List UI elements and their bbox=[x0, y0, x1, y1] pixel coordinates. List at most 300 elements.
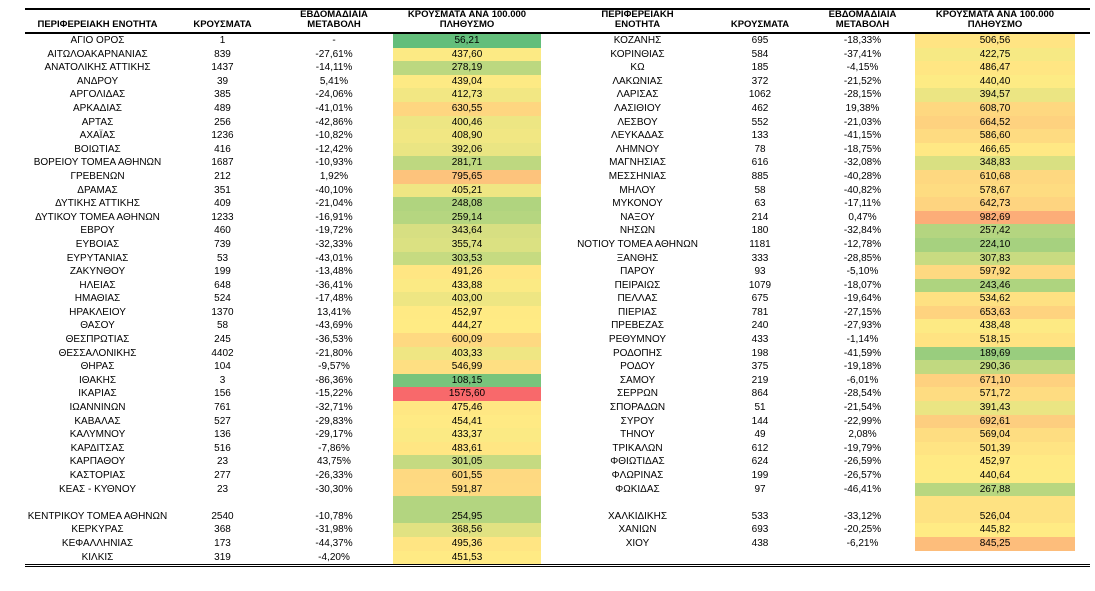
cell-cases bbox=[170, 496, 275, 510]
table-row bbox=[565, 537, 1075, 551]
cell-per-100k: 506,56 bbox=[915, 34, 1075, 48]
table-row bbox=[25, 265, 541, 279]
table-row bbox=[565, 469, 1075, 483]
column-header-per-100k-label: ΚΡΟΥΣΜΑΤΑ ΑΝΑ 100.000 ΠΛΗΘΥΣΜΟ bbox=[407, 9, 527, 30]
cell-region: ΒΟΙΩΤΙΑΣ bbox=[74, 143, 121, 155]
cell-per-100k: 610,68 bbox=[915, 170, 1075, 184]
cell-weekly-change: -37,41% bbox=[843, 48, 882, 60]
cell-per-100k: 486,47 bbox=[915, 61, 1075, 75]
table-row bbox=[565, 347, 1075, 361]
table-row bbox=[565, 496, 1075, 510]
table-row bbox=[25, 510, 541, 524]
table-row bbox=[25, 537, 541, 551]
cell-cases: 839 bbox=[214, 48, 231, 60]
cell-region bbox=[25, 496, 170, 510]
cell-weekly-change: -32,08% bbox=[843, 157, 882, 169]
table-row bbox=[565, 360, 1075, 374]
left-table-header bbox=[25, 10, 541, 30]
table-row bbox=[565, 374, 1075, 388]
cell-weekly-change: 13,41% bbox=[317, 306, 351, 318]
cell-per-100k: 591,87 bbox=[393, 483, 541, 497]
table-row bbox=[25, 156, 541, 170]
cell-per-100k: 408,90 bbox=[393, 129, 541, 143]
table-body-band bbox=[25, 34, 1090, 564]
cell-region: ΚΙΛΚΙΣ bbox=[81, 551, 114, 563]
cell-weekly-change bbox=[810, 551, 915, 565]
cell-cases: 256 bbox=[214, 116, 231, 128]
cell-weekly-change: -17,48% bbox=[315, 293, 353, 305]
cell-per-100k: 501,39 bbox=[915, 442, 1075, 456]
cell-cases: 693 bbox=[751, 524, 769, 536]
cell-per-100k: 475,46 bbox=[393, 401, 541, 415]
cell-cases: 4402 bbox=[211, 347, 234, 359]
cell-cases: 2540 bbox=[211, 510, 234, 522]
cell-cases: 219 bbox=[751, 374, 769, 386]
cell-per-100k: 586,60 bbox=[915, 129, 1075, 143]
cell-weekly-change: -17,11% bbox=[844, 198, 881, 210]
cell-region: ΛΕΥΚΑΔΑΣ bbox=[611, 130, 664, 142]
cell-weekly-change: -27,93% bbox=[843, 320, 882, 332]
cell-weekly-change: -15,22% bbox=[315, 388, 353, 400]
cell-per-100k: 451,53 bbox=[393, 551, 541, 565]
cell-per-100k bbox=[393, 496, 541, 510]
column-header-region-label: ΠΕΡΙΦΕΡΕΙΑΚΗ ΕΝΟΤΗΤΑ bbox=[37, 19, 158, 30]
cell-per-100k: 1575,60 bbox=[393, 387, 541, 401]
cell-cases: 240 bbox=[751, 320, 769, 332]
cell-per-100k: 403,33 bbox=[393, 347, 541, 361]
table-row bbox=[565, 442, 1075, 456]
table-row bbox=[25, 360, 541, 374]
table-row bbox=[25, 551, 541, 565]
cell-per-100k: 437,60 bbox=[393, 48, 541, 62]
table-row bbox=[565, 510, 1075, 524]
cell-region: ΑΧΑΪΑΣ bbox=[79, 130, 116, 142]
cell-weekly-change: -21,54% bbox=[843, 402, 882, 414]
cell-region: ΚΕΡΚΥΡΑΣ bbox=[71, 524, 124, 536]
cell-weekly-change: -19,72% bbox=[315, 225, 353, 237]
cell-weekly-change: -13,48% bbox=[315, 266, 353, 278]
cell-weekly-change: -43,69% bbox=[315, 320, 353, 332]
cell-cases bbox=[710, 496, 810, 510]
cell-per-100k: 491,26 bbox=[393, 265, 541, 279]
table-row bbox=[25, 102, 541, 116]
cell-region: ΜΑΓΝΗΣΙΑΣ bbox=[609, 157, 666, 169]
cell-cases: 185 bbox=[751, 62, 769, 74]
cell-per-100k: 495,36 bbox=[393, 537, 541, 551]
cell-weekly-change: -5,10% bbox=[846, 266, 879, 278]
table-row bbox=[565, 523, 1075, 537]
cell-weekly-change: -41,01% bbox=[315, 102, 353, 114]
cell-per-100k: 664,52 bbox=[915, 116, 1075, 130]
table-row bbox=[565, 333, 1075, 347]
cell-weekly-change: -4,15% bbox=[846, 62, 879, 74]
cell-per-100k: 526,04 bbox=[915, 510, 1075, 524]
cell-weekly-change: -10,78% bbox=[315, 510, 353, 522]
cell-weekly-change: -29,17% bbox=[315, 429, 353, 441]
cell-cases: 489 bbox=[214, 102, 231, 114]
cell-weekly-change: 1,92% bbox=[319, 170, 349, 182]
cell-weekly-change: 43,75% bbox=[317, 456, 351, 468]
table-row bbox=[565, 211, 1075, 225]
cell-per-100k: 400,46 bbox=[393, 116, 541, 130]
cell-region: ΧΑΝΙΩΝ bbox=[618, 524, 657, 536]
cell-per-100k: 466,65 bbox=[915, 143, 1075, 157]
cell-region: ΚΕΝΤΡΙΚΟΥ ΤΟΜΕΑ ΑΘΗΝΩΝ bbox=[27, 510, 168, 522]
table-row bbox=[565, 428, 1075, 442]
cell-region: ΚΑΡΠΑΘΟΥ bbox=[69, 456, 126, 468]
cell-cases: 63 bbox=[754, 198, 766, 210]
cell-per-100k: 454,41 bbox=[393, 415, 541, 429]
cell-region: ΦΛΩΡΙΝΑΣ bbox=[611, 470, 664, 481]
table-row bbox=[565, 265, 1075, 279]
table-row bbox=[565, 306, 1075, 320]
table-row bbox=[25, 455, 541, 469]
regional-covid-cases-report bbox=[25, 8, 1090, 567]
cell-cases: 51 bbox=[754, 402, 766, 414]
cell-region: ΖΑΚΥΝΘΟΥ bbox=[69, 266, 126, 278]
cell-region: ΡΟΔΟΠΗΣ bbox=[612, 347, 663, 359]
cell-weekly-change: -21,03% bbox=[843, 116, 882, 128]
cell-cases: 885 bbox=[751, 170, 769, 182]
cell-cases: 527 bbox=[214, 415, 231, 427]
table-row bbox=[25, 401, 541, 415]
cell-cases: 648 bbox=[214, 279, 231, 291]
cell-per-100k: 445,82 bbox=[915, 523, 1075, 537]
table-row bbox=[25, 143, 541, 157]
cell-region: ΝΟΤΙΟΥ ΤΟΜΕΑ ΑΘΗΝΩΝ bbox=[577, 238, 698, 250]
table-row bbox=[25, 483, 541, 497]
cell-cases: 58 bbox=[216, 320, 229, 332]
cell-region: ΧΙΟΥ bbox=[625, 537, 650, 549]
table-row bbox=[25, 428, 541, 442]
cell-per-100k: 254,95 bbox=[393, 510, 541, 524]
cell-per-100k: 392,06 bbox=[393, 143, 541, 157]
cell-cases: 1437 bbox=[211, 62, 234, 74]
cell-weekly-change: -33,12% bbox=[843, 510, 882, 522]
cell-cases: 864 bbox=[751, 388, 769, 400]
cell-cases: 214 bbox=[751, 211, 769, 223]
cell-weekly-change: -21,80% bbox=[315, 347, 353, 359]
table-row bbox=[25, 415, 541, 429]
cell-per-100k: 571,72 bbox=[915, 387, 1075, 401]
cell-per-100k: 355,74 bbox=[393, 238, 541, 252]
cell-weekly-change: -20,25% bbox=[843, 524, 882, 536]
cell-cases: 1687 bbox=[211, 157, 234, 169]
cell-cases: 277 bbox=[214, 470, 231, 481]
column-header-cases bbox=[170, 20, 275, 30]
cell-region: ΔΡΑΜΑΣ bbox=[77, 184, 118, 196]
column-header-per-100k bbox=[915, 10, 1075, 30]
cell-per-100k: 452,97 bbox=[915, 455, 1075, 469]
table-row bbox=[25, 306, 541, 320]
cell-per-100k: 845,25 bbox=[915, 537, 1075, 551]
cell-region: ΚΑΡΔΙΤΣΑΣ bbox=[70, 442, 125, 454]
cell-region: ΑΓΙΟ ΟΡΟΣ bbox=[70, 35, 125, 46]
cell-cases: 53 bbox=[216, 252, 229, 264]
cell-per-100k: 452,97 bbox=[393, 306, 541, 320]
table-row bbox=[565, 279, 1075, 293]
cell-cases: 351 bbox=[214, 184, 231, 196]
cell-per-100k: 405,21 bbox=[393, 184, 541, 198]
cell-cases: 524 bbox=[214, 293, 231, 305]
column-header-weekly-change bbox=[810, 10, 915, 30]
table-row bbox=[565, 252, 1075, 266]
table-row bbox=[565, 48, 1075, 62]
table-row bbox=[25, 387, 541, 401]
cell-region: ΗΡΑΚΛΕΙΟΥ bbox=[69, 306, 126, 318]
cell-per-100k: 601,55 bbox=[393, 469, 541, 483]
cell-cases: 1 bbox=[219, 35, 226, 46]
cell-cases: 97 bbox=[754, 483, 766, 495]
cell-region: ΜΗΛΟΥ bbox=[619, 184, 656, 196]
cell-weekly-change: -10,82% bbox=[315, 130, 353, 142]
cell-region: ΛΑΡΙΣΑΣ bbox=[616, 89, 659, 101]
regional-cases-table-left bbox=[25, 34, 541, 564]
cell-cases: 1370 bbox=[211, 306, 234, 318]
cell-cases: 739 bbox=[214, 238, 231, 250]
table-row bbox=[565, 238, 1075, 252]
column-header-weekly-change-label: ΕΒΔΟΜΑΔΙΑΙΑ ΜΕΤΑΒΟΛΗ bbox=[300, 9, 368, 30]
column-header-per-100k bbox=[393, 10, 541, 30]
cell-per-100k: 546,99 bbox=[393, 360, 541, 374]
column-header-weekly-change-label: ΕΒΔΟΜΑΔΙΑΙΑ ΜΕΤΑΒΟΛΗ bbox=[828, 9, 897, 30]
cell-cases: 23 bbox=[216, 483, 229, 495]
cell-per-100k: 569,04 bbox=[915, 428, 1075, 442]
cell-cases: 333 bbox=[751, 252, 769, 264]
cell-cases: 199 bbox=[214, 266, 231, 278]
cell-region: ΧΑΛΚΙΔΙΚΗΣ bbox=[608, 510, 667, 522]
cell-cases: 409 bbox=[214, 198, 231, 210]
cell-per-100k: 343,64 bbox=[393, 224, 541, 238]
cell-per-100k: 391,43 bbox=[915, 401, 1075, 415]
cell-weekly-change: -28,15% bbox=[843, 89, 882, 101]
cell-weekly-change bbox=[275, 496, 393, 510]
cell-per-100k: 438,48 bbox=[915, 319, 1075, 333]
cell-weekly-change: -32,84% bbox=[843, 225, 882, 237]
cell-cases: 368 bbox=[214, 524, 231, 536]
cell-weekly-change: -30,30% bbox=[315, 483, 353, 495]
cell-region: ΜΕΣΣΗΝΙΑΣ bbox=[608, 170, 667, 182]
cell-region: ΝΑΞΟΥ bbox=[620, 211, 655, 223]
cell-cases: 23 bbox=[216, 456, 229, 468]
table-row bbox=[25, 61, 541, 75]
table-row bbox=[565, 61, 1075, 75]
table-row bbox=[25, 184, 541, 198]
column-header-cases bbox=[710, 20, 810, 30]
column-header-cases-label: ΚΡΟΥΣΜΑΤΑ bbox=[730, 19, 790, 30]
cell-region: ΑΝΑΤΟΛΙΚΗΣ ΑΤΤΙΚΗΣ bbox=[44, 62, 151, 74]
table-row bbox=[25, 224, 541, 238]
table-header-band bbox=[25, 10, 1090, 34]
cell-per-100k: 307,83 bbox=[915, 252, 1075, 266]
cell-region: ΙΩΑΝΝΙΝΩΝ bbox=[69, 402, 126, 414]
cell-cases: 552 bbox=[751, 116, 769, 128]
column-header-region bbox=[565, 10, 710, 30]
table-row bbox=[25, 170, 541, 184]
cell-cases: 385 bbox=[214, 89, 231, 101]
cell-region: ΚΑΣΤΟΡΙΑΣ bbox=[69, 470, 126, 481]
cell-per-100k: 439,04 bbox=[393, 75, 541, 89]
cell-cases: 460 bbox=[214, 225, 231, 237]
cell-cases: 144 bbox=[751, 415, 769, 427]
table-row bbox=[25, 279, 541, 293]
cell-cases bbox=[710, 551, 810, 565]
table-row bbox=[25, 292, 541, 306]
cell-region bbox=[565, 551, 710, 565]
cell-weekly-change: -46,41% bbox=[843, 483, 882, 495]
cell-cases: 39 bbox=[216, 75, 229, 87]
cell-per-100k: 259,14 bbox=[393, 211, 541, 225]
cell-cases: 1079 bbox=[748, 279, 772, 291]
cell-per-100k: 433,37 bbox=[393, 428, 541, 442]
cell-weekly-change: 2,08% bbox=[848, 429, 877, 441]
cell-region: ΚΕΦΑΛΛΗΝΙΑΣ bbox=[61, 537, 134, 549]
cell-weekly-change: -19,18% bbox=[843, 361, 882, 373]
cell-region: ΠΕΛΛΑΣ bbox=[617, 293, 658, 305]
cell-cases: 3 bbox=[219, 374, 226, 386]
cell-region: ΑΡΚΑΔΙΑΣ bbox=[73, 102, 122, 114]
cell-per-100k: 257,42 bbox=[915, 224, 1075, 238]
cell-region: ΣΠΟΡΑΔΩΝ bbox=[609, 402, 666, 414]
cell-region: ΛΕΣΒΟΥ bbox=[617, 116, 658, 128]
table-row bbox=[25, 197, 541, 211]
cell-per-100k: 518,15 bbox=[915, 333, 1075, 347]
cell-weekly-change: -21,52% bbox=[843, 75, 882, 87]
cell-region: ΓΡΕΒΕΝΩΝ bbox=[70, 170, 125, 182]
cell-weekly-change: 0,47% bbox=[848, 211, 877, 223]
cell-weekly-change: 19,38% bbox=[845, 102, 880, 114]
cell-per-100k: 56,21 bbox=[393, 34, 541, 48]
cell-weekly-change: -26,59% bbox=[843, 456, 882, 468]
cell-cases: 372 bbox=[751, 75, 769, 87]
cell-weekly-change: 5,41% bbox=[319, 75, 349, 87]
cell-per-100k: 422,75 bbox=[915, 48, 1075, 62]
cell-weekly-change: -32,71% bbox=[315, 402, 353, 414]
cell-weekly-change: -36,53% bbox=[315, 334, 353, 346]
cell-cases: 1233 bbox=[211, 211, 234, 223]
cell-weekly-change: -21,04% bbox=[315, 198, 353, 210]
cell-weekly-change: -26,57% bbox=[843, 470, 882, 481]
table-row bbox=[565, 75, 1075, 89]
cell-per-100k: 534,62 bbox=[915, 292, 1075, 306]
cell-weekly-change bbox=[810, 496, 915, 510]
cell-weekly-change: -40,28% bbox=[843, 170, 882, 182]
cell-region: ΕΥΡΥΤΑΝΙΑΣ bbox=[66, 252, 129, 264]
cell-weekly-change: -9,57% bbox=[318, 361, 350, 373]
cell-weekly-change: -27,61% bbox=[315, 48, 353, 60]
cell-region: ΜΥΚΟΝΟΥ bbox=[612, 198, 663, 210]
table-row bbox=[25, 347, 541, 361]
cell-region: ΚΕΑΣ - ΚΥΘΝΟΥ bbox=[59, 483, 136, 495]
cell-region: ΦΩΚΙΔΑΣ bbox=[615, 483, 660, 495]
cell-region: ΚΑΒΑΛΑΣ bbox=[74, 415, 121, 427]
cell-cases: 58 bbox=[754, 184, 766, 196]
cell-region: ΠΑΡΟΥ bbox=[620, 266, 655, 278]
column-header-cases-label: ΚΡΟΥΣΜΑΤΑ bbox=[193, 19, 252, 30]
table-row bbox=[565, 224, 1075, 238]
cell-region: ΤΡΙΚΑΛΩΝ bbox=[612, 442, 663, 454]
cell-weekly-change: -28,85% bbox=[843, 252, 882, 264]
cell-weekly-change: -18,07% bbox=[843, 279, 882, 291]
cell-weekly-change: -36,41% bbox=[315, 279, 353, 291]
cell-weekly-change: -41,15% bbox=[843, 130, 882, 142]
cell-region: ΤΗΝΟΥ bbox=[620, 429, 655, 441]
cell-region: ΘΑΣΟΥ bbox=[80, 320, 115, 332]
cell-weekly-change: - bbox=[332, 35, 336, 46]
cell-region: ΗΜΑΘΙΑΣ bbox=[74, 293, 121, 305]
cell-region bbox=[565, 496, 710, 510]
cell-weekly-change: -29,83% bbox=[315, 415, 353, 427]
cell-per-100k bbox=[915, 551, 1075, 565]
cell-region: ΞΑΝΘΗΣ bbox=[616, 252, 659, 264]
cell-cases: 173 bbox=[214, 537, 231, 549]
column-header-weekly-change bbox=[275, 10, 393, 30]
cell-weekly-change: -44,37% bbox=[315, 537, 353, 549]
cell-per-100k: 108,15 bbox=[393, 374, 541, 388]
cell-region: ΕΥΒΟΙΑΣ bbox=[75, 238, 120, 250]
cell-cases: 1062 bbox=[748, 89, 772, 101]
cell-weekly-change: -1,14% bbox=[846, 334, 879, 346]
cell-cases: 433 bbox=[751, 334, 769, 346]
cell-weekly-change: -27,15% bbox=[843, 306, 882, 318]
cell-weekly-change: -4,20% bbox=[318, 551, 350, 563]
cell-cases: 612 bbox=[751, 442, 769, 454]
cell-weekly-change: -10,93% bbox=[315, 157, 353, 169]
cell-region: ΚΩ bbox=[630, 62, 645, 74]
cell-weekly-change: -16,91% bbox=[315, 211, 353, 223]
cell-per-100k: 248,08 bbox=[393, 197, 541, 211]
table-row bbox=[25, 211, 541, 225]
right-table-header bbox=[565, 10, 1075, 30]
regional-cases-table-right bbox=[565, 34, 1075, 564]
table-row bbox=[565, 88, 1075, 102]
cell-cases: 104 bbox=[214, 361, 231, 373]
cell-per-100k: 578,67 bbox=[915, 184, 1075, 198]
cell-cases: 438 bbox=[751, 537, 769, 549]
cell-region: ΔΥΤΙΚΟΥ ΤΟΜΕΑ ΑΘΗΝΩΝ bbox=[35, 211, 160, 223]
table-row bbox=[25, 238, 541, 252]
cell-region: ΚΑΛΥΜΝΟΥ bbox=[69, 429, 126, 441]
table-row bbox=[565, 116, 1075, 130]
table-row bbox=[25, 75, 541, 89]
table-row bbox=[565, 551, 1075, 565]
cell-region: ΦΘΙΩΤΙΔΑΣ bbox=[610, 456, 665, 468]
cell-weekly-change: -6,01% bbox=[846, 374, 879, 386]
cell-weekly-change: -18,33% bbox=[843, 35, 882, 46]
cell-weekly-change: -26,33% bbox=[315, 470, 353, 481]
table-row bbox=[565, 129, 1075, 143]
cell-cases: 695 bbox=[751, 35, 769, 46]
cell-region: ΠΙΕΡΙΑΣ bbox=[618, 306, 657, 318]
cell-weekly-change: -41,59% bbox=[843, 347, 882, 359]
cell-cases: 1236 bbox=[211, 130, 234, 142]
cell-weekly-change: -12,78% bbox=[843, 238, 882, 250]
cell-region: ΘΗΡΑΣ bbox=[80, 361, 115, 373]
cell-region: ΒΟΡΕΙΟΥ ΤΟΜΕΑ ΑΘΗΝΩΝ bbox=[33, 157, 162, 169]
cell-per-100k: 403,00 bbox=[393, 292, 541, 306]
cell-per-100k: 278,19 bbox=[393, 61, 541, 75]
cell-weekly-change: -43,01% bbox=[315, 252, 353, 264]
cell-cases: 198 bbox=[751, 347, 769, 359]
cell-cases: 156 bbox=[214, 388, 231, 400]
cell-region: ΙΚΑΡΙΑΣ bbox=[78, 388, 117, 400]
cell-per-100k: 483,61 bbox=[393, 442, 541, 456]
cell-cases: 133 bbox=[751, 130, 769, 142]
cell-cases: 462 bbox=[751, 102, 769, 114]
table-row bbox=[565, 415, 1075, 429]
cell-per-100k: 433,88 bbox=[393, 279, 541, 293]
cell-per-100k: 608,70 bbox=[915, 102, 1075, 116]
